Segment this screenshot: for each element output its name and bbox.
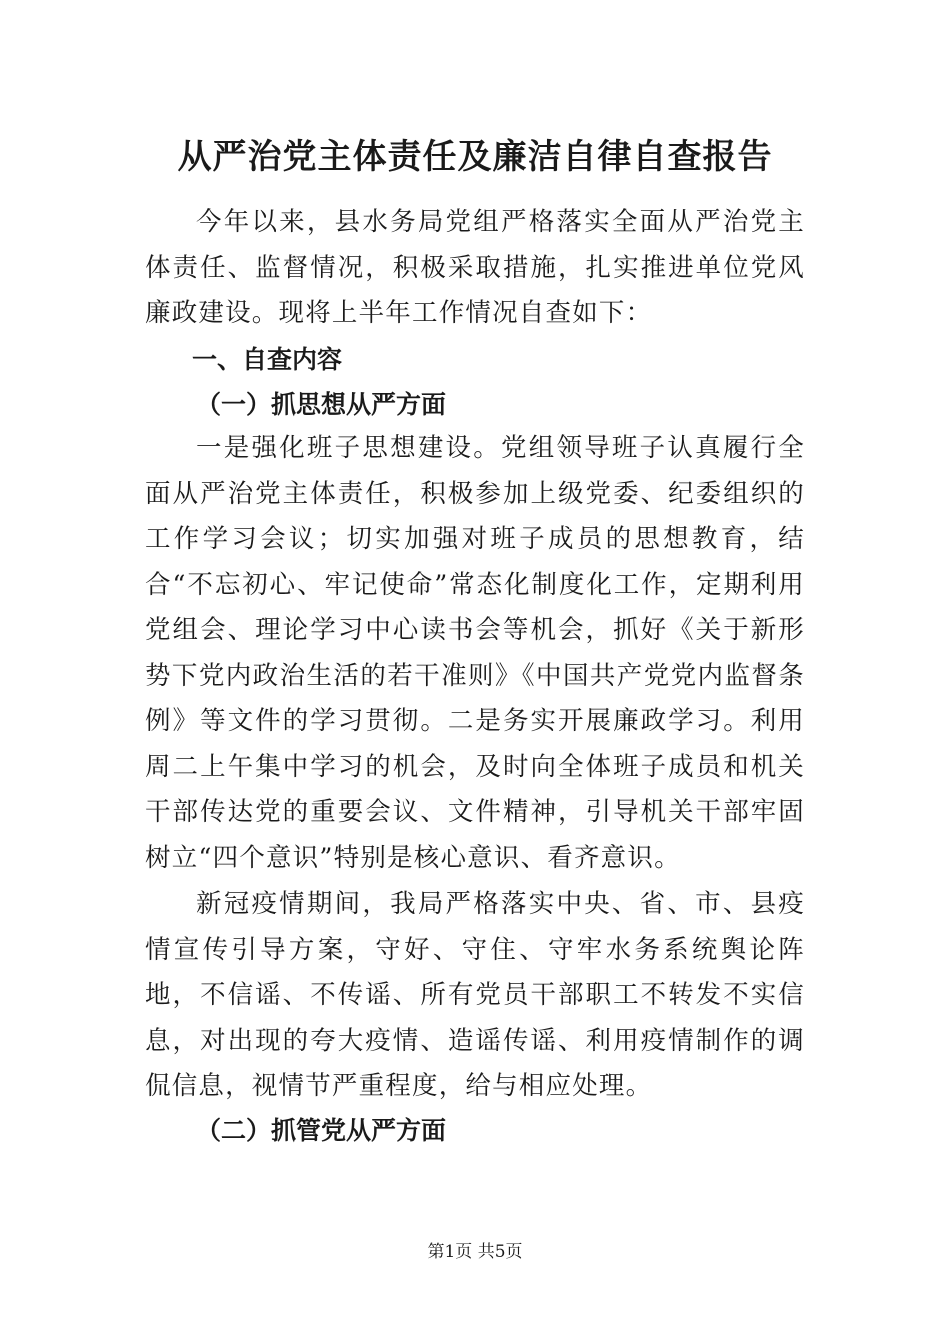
body-paragraph-1: 一是强化班子思想建设。党组领导班子认真履行全面从严治党主体责任，积极参加上级党委、纪委组织的工作学习会议；切实加强对班子成员的思想教育，结合“不忘初心、牢记使命”常态化制度化工作，定期利用党组会、理论学习中心读书会等机会，抓好《关于新形势下党内政治生活的若干准则》《中国共产党党内监督条例》等文件的学习贯彻。二是务实开展廉政学习。利用周二上午集中学习的机会，及时向全体班子成员和机关干部传达党的重要会议、文件精神，引导机关干部牢固树立“四个意识”特别是核心意识、看齐意识。 — [145, 433, 805, 873]
subsection-heading-2: （二）抓管党从严方面 — [196, 1116, 447, 1145]
intro-paragraph: 今年以来，县水务局党组严格落实全面从严治党主体责任、监督情况，积极采取措施，扎实推进单位党风廉政建设。现将上半年工作情况自查如下： — [145, 207, 805, 328]
page-footer: 第1页 共5页 — [427, 1242, 523, 1262]
body-paragraph-2: 新冠疫情期间，我局严格落实中央、省、市、县疫情宣传引导方案，守好、守住、守牢水务系统舆论阵地，不信谣、不传谣、所有党员干部职工不转发不实信息，对出现的夸大疫情、造谣传谣、利用疫情制作的调侃信息，视情节严重程度，给与相应处理。 — [145, 889, 805, 1101]
subsection-heading-1: （一）抓思想从严方面 — [196, 390, 447, 419]
document-title: 从严治党主体责任及廉洁自律自查报告 — [177, 137, 773, 177]
section-heading-1: 一、自查内容 — [192, 345, 343, 374]
